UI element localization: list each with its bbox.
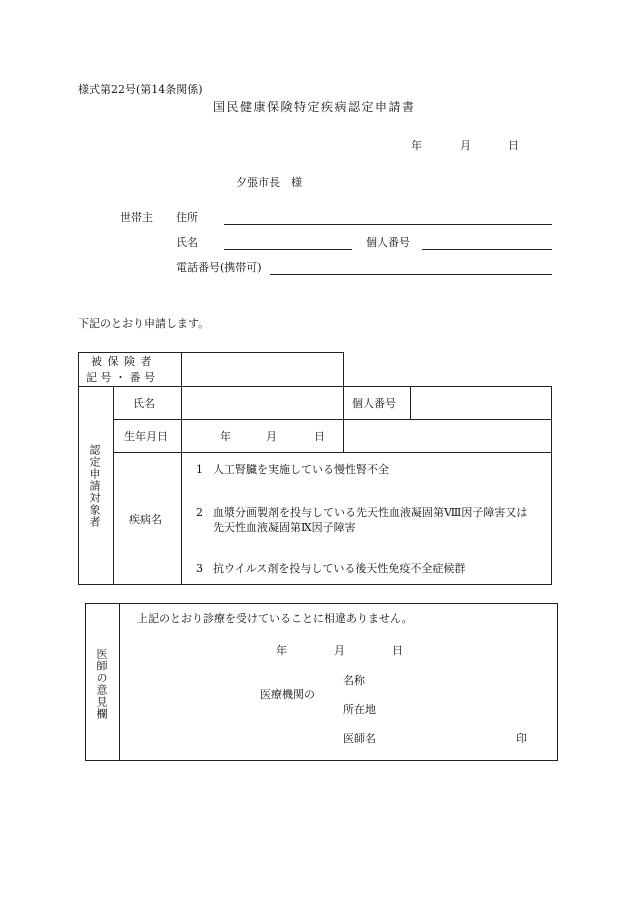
address-label: 住所 <box>176 211 198 224</box>
doctor-date-month: 月 <box>334 644 345 657</box>
page-title: 国民健康保険特定疾病認定申請書 <box>213 100 416 114</box>
personal-number-field[interactable] <box>422 249 552 250</box>
disease-1-text: 人工腎臓を実施している慢性腎不全 <box>213 463 389 476</box>
doctor-opinion-label: 医師の意見欄 <box>95 648 108 720</box>
date-year: 年 <box>411 139 422 152</box>
dob-label: 生年月日 <box>124 430 168 443</box>
householder-label: 世帯主 <box>120 211 153 224</box>
intro-text: 下記のとおり申請します。 <box>78 317 210 330</box>
personal-number-label: 個人番号 <box>366 236 410 249</box>
target-personal-number-field[interactable] <box>411 387 551 419</box>
institution-location-label: 所在地 <box>343 703 376 716</box>
disease-2-text-line2: 先天性血液凝固第Ⅸ因子障害 <box>213 521 356 534</box>
date-day: 日 <box>508 139 519 152</box>
dob-year: 年 <box>220 430 231 443</box>
disease-2-text: 血漿分画製剤を投与している先天性血液凝固第Ⅷ因子障害又は <box>213 506 528 519</box>
phone-field[interactable] <box>270 274 552 275</box>
target-name-label: 氏名 <box>133 397 155 410</box>
institution-name-label: 名称 <box>343 674 365 687</box>
disease-3-no: 3 <box>196 562 203 575</box>
phone-label: 電話番号(携帯可) <box>176 261 262 274</box>
institution-label: 医療機関の <box>260 688 315 701</box>
disease-3-text: 抗ウイルス剤を投与している後天性免疫不全症候群 <box>213 562 466 575</box>
doctor-name-label: 医師名 <box>343 732 376 745</box>
dob-day: 日 <box>314 430 325 443</box>
insured-label-line1: 被 保 険 者 <box>91 355 153 368</box>
name-label: 氏名 <box>176 236 198 249</box>
insured-number-field[interactable] <box>182 353 343 386</box>
target-name-field[interactable] <box>182 387 342 419</box>
target-person-label: 認定申請対象者 <box>88 444 101 528</box>
dob-month: 月 <box>266 430 277 443</box>
doctor-date-day: 日 <box>392 644 403 657</box>
target-personal-number-label: 個人番号 <box>352 397 396 410</box>
addressee: 夕張市長 様 <box>236 176 302 189</box>
name-field[interactable] <box>224 249 352 250</box>
disease-label: 疾病名 <box>129 513 162 526</box>
doctor-statement: 上記のとおり診療を受けていることに相違ありません。 <box>137 612 413 625</box>
seal-mark: 印 <box>516 732 527 745</box>
form-number: 様式第22号(第14条関係) <box>78 83 203 96</box>
date-month: 月 <box>460 139 471 152</box>
doctor-opinion-box <box>85 603 558 761</box>
address-field[interactable] <box>224 224 552 225</box>
doctor-date-year: 年 <box>276 644 287 657</box>
insured-label-line2: 記 号 ・ 番 号 <box>86 371 155 384</box>
disease-2-no: 2 <box>196 506 203 519</box>
disease-1-no: 1 <box>196 463 203 476</box>
